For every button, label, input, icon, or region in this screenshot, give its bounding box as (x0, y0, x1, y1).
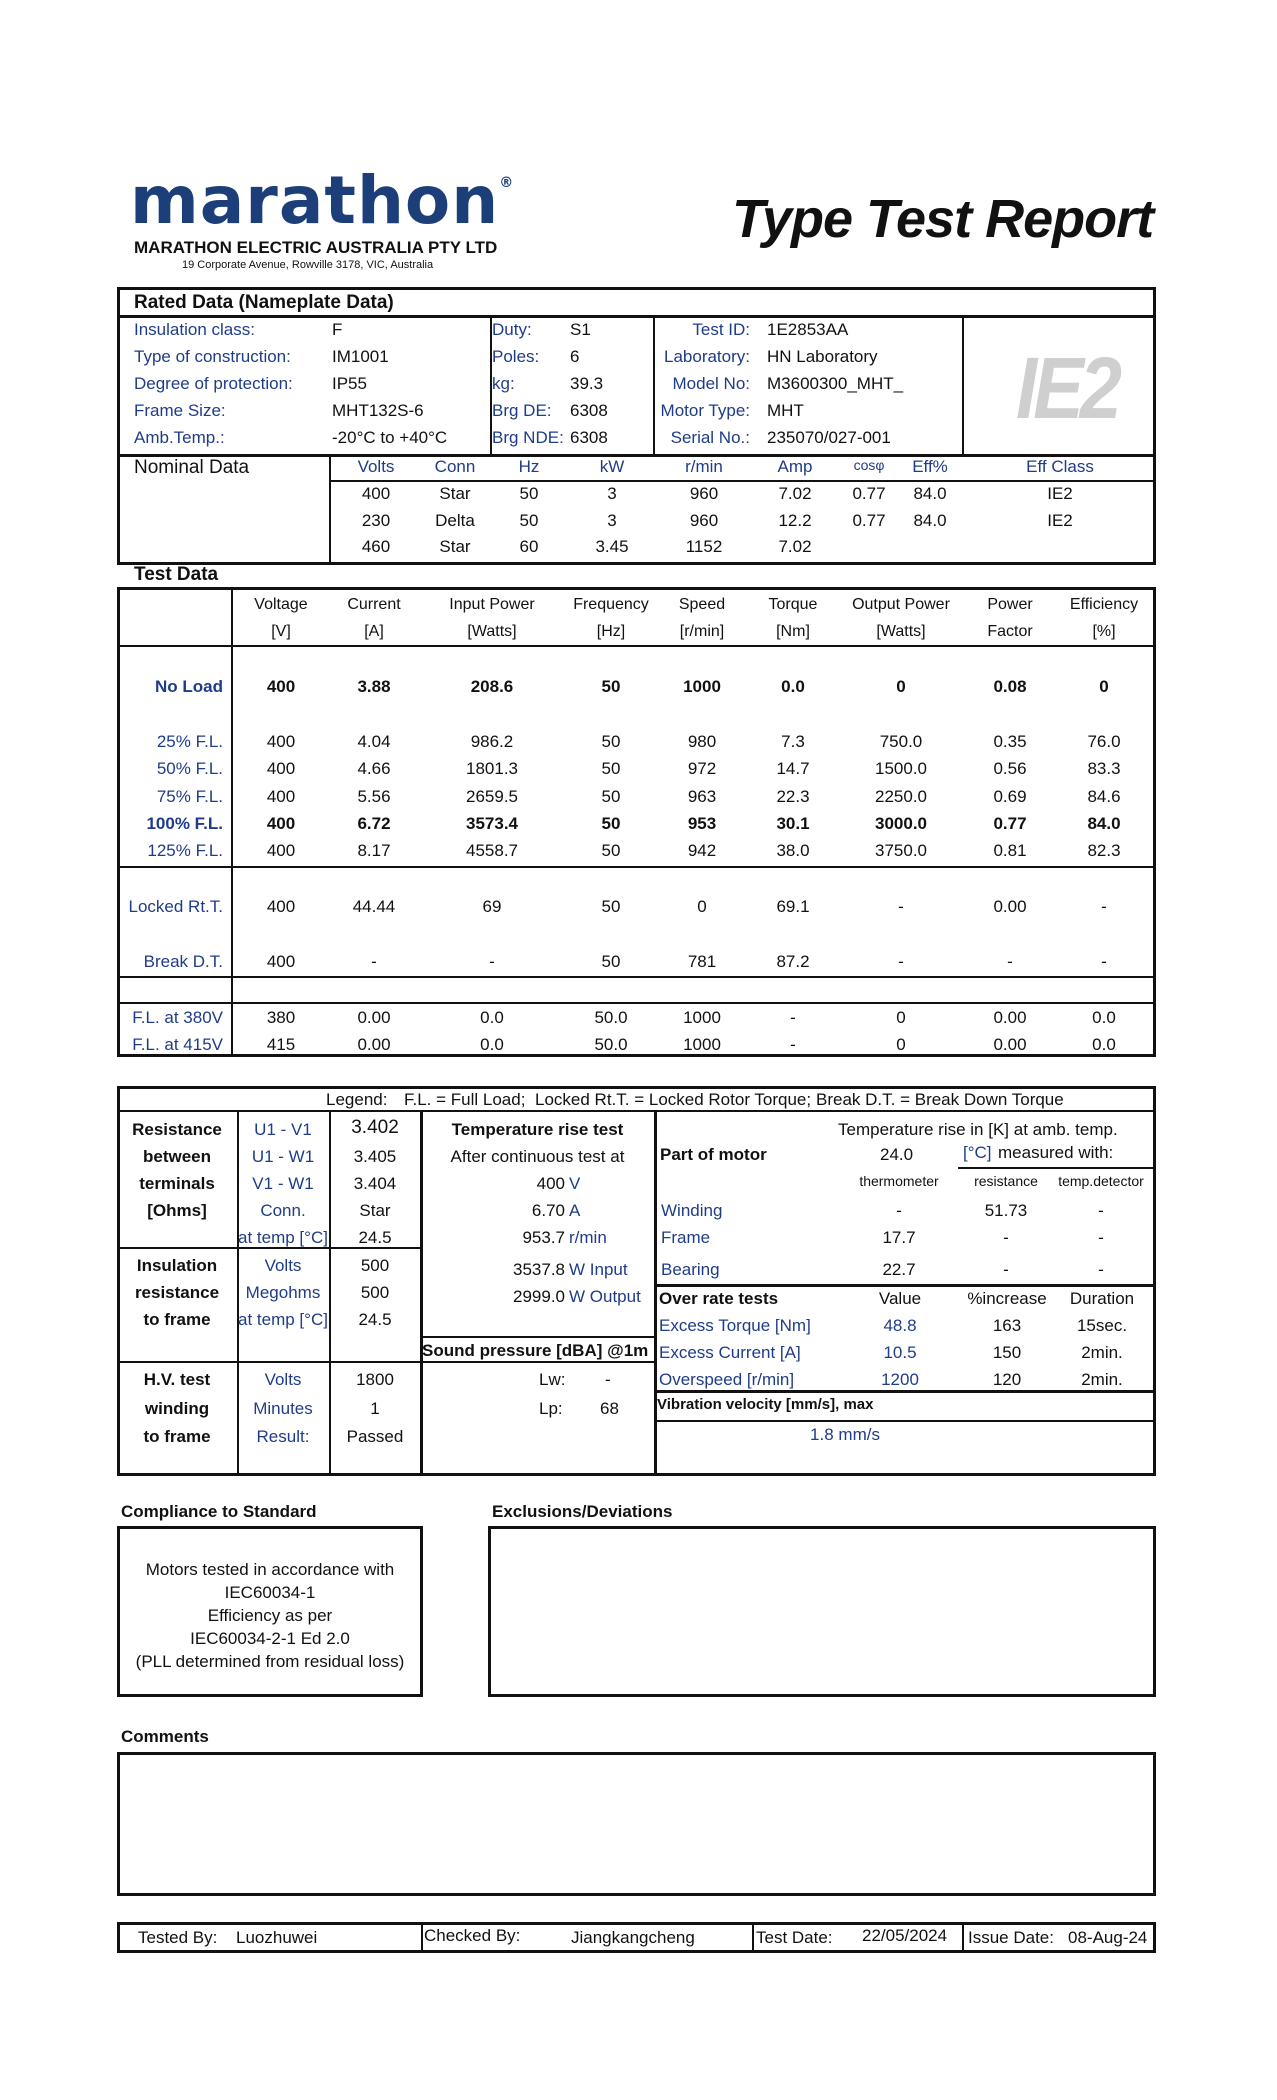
test-cell: 942 (687, 841, 717, 860)
test-cell: 781 (687, 952, 717, 971)
test-unit: [Watts] (876, 623, 926, 640)
test-cell: - (1101, 952, 1107, 971)
compliance-title: Compliance to Standard (121, 1502, 317, 1521)
resistance-title: terminals (139, 1174, 215, 1193)
test-cell: 83.3 (1087, 759, 1121, 778)
nominal-cell: Star (439, 537, 471, 556)
rated-value: F (332, 320, 343, 339)
test-row-label: 125% F.L. (147, 841, 223, 860)
tested-by-value: Luozhuwei (236, 1928, 318, 1947)
parts-label: Part of motor (660, 1145, 767, 1164)
overrate-name: Excess Current [A] (659, 1343, 801, 1362)
tested-by-label: Tested By: (138, 1928, 218, 1947)
test-cell: 50 (601, 787, 621, 806)
test-cell: 3573.4 (466, 814, 518, 833)
nominal-cell: Delta (435, 511, 475, 530)
test-cell: 400 (266, 897, 296, 916)
hv-title: to frame (143, 1427, 211, 1446)
test-cell: 0 (896, 1035, 906, 1054)
resistance-value: 24.5 (358, 1228, 392, 1247)
test-header: Efficiency (1069, 596, 1139, 613)
parts-cell: 22.7 (882, 1260, 916, 1279)
insulation-label: Volts (264, 1256, 302, 1275)
rated-label: Degree of protection: (134, 374, 293, 393)
hv-label: Minutes (253, 1399, 313, 1418)
legend-locked-rotor: Locked Rt.T. = Locked Rotor Torque; (535, 1090, 812, 1109)
insulation-value: 500 (360, 1256, 390, 1275)
comments-title: Comments (121, 1727, 209, 1746)
test-cell: - (1101, 897, 1107, 916)
test-cell: 400 (266, 787, 296, 806)
nominal-cell: Star (439, 484, 471, 503)
parts-name: Frame (661, 1228, 711, 1247)
nominal-cell: 7.02 (778, 484, 812, 503)
parts-cell: - (1003, 1260, 1009, 1279)
overrate-cell: 2min. (1081, 1370, 1123, 1389)
rated-label: Insulation class: (134, 320, 255, 339)
test-unit: [A] (364, 623, 384, 640)
test-cell: 208.6 (470, 677, 514, 696)
nominal-cell: 1152 (685, 537, 723, 556)
test-cell: 400 (266, 814, 296, 833)
test-cell: 3000.0 (875, 814, 927, 833)
ie2-badge: IE2 (1016, 339, 1119, 438)
test-cell: - (489, 952, 495, 971)
test-cell: 953 (687, 814, 717, 833)
test-cell: 5.56 (357, 787, 391, 806)
test-cell: 50 (601, 732, 621, 751)
test-date-label: Test Date: (756, 1928, 833, 1947)
test-cell: 0.35 (993, 732, 1027, 751)
nominal-cell: 3 (607, 511, 617, 530)
rated-value: 235070/027-001 (767, 428, 891, 447)
parts-name: Bearing (661, 1260, 720, 1279)
hv-value: Passed (346, 1427, 404, 1446)
company-logo: marathon® (130, 162, 515, 239)
rated-value: MHT132S-6 (332, 401, 424, 420)
overrate-cell: 1200 (881, 1370, 919, 1389)
rated-value: 6308 (570, 401, 608, 420)
test-cell: 50 (601, 841, 621, 860)
test-cell: 0.81 (993, 841, 1027, 860)
test-cell: 1000 (683, 1035, 721, 1054)
test-cell: 400 (266, 677, 296, 696)
test-cell: 44.44 (352, 897, 396, 916)
parts-name: Winding (661, 1201, 723, 1220)
test-cell: 0.00 (357, 1008, 391, 1027)
overrate-header: Duration (1069, 1289, 1135, 1308)
test-cell: 0.0 (480, 1008, 504, 1027)
overrate-cell: 120 (992, 1370, 1022, 1389)
checked-by-label: Checked By: (424, 1926, 521, 1945)
rated-label: Type of construction: (134, 347, 291, 366)
sound-title: Sound pressure [dBA] @1m (422, 1341, 649, 1360)
hv-value: 1 (370, 1399, 380, 1418)
test-cell: - (1007, 952, 1013, 971)
resistance-title: [Ohms] (147, 1201, 207, 1220)
test-cell: 400 (266, 759, 296, 778)
nominal-cell: 460 (361, 537, 391, 556)
resistance-title: between (142, 1147, 212, 1166)
resistance-title: Resistance (132, 1120, 222, 1139)
nominal-cell: 84.0 (913, 484, 947, 503)
test-cell: 6.72 (357, 814, 391, 833)
nominal-header: Conn (434, 457, 476, 476)
test-row-label: Locked Rt.T. (128, 897, 223, 916)
test-unit: [Hz] (596, 623, 626, 640)
test-cell: 972 (687, 759, 717, 778)
temp-rise-unit: V (569, 1174, 581, 1193)
nominal-cell: 50 (519, 511, 539, 530)
nominal-cell: 0.77 (852, 484, 886, 503)
test-header: Torque (768, 596, 818, 613)
overrate-cell: 150 (992, 1343, 1022, 1362)
parts-cell: - (1098, 1228, 1104, 1247)
test-cell: 87.2 (776, 952, 810, 971)
test-cell: 30.1 (776, 814, 810, 833)
temp-rise-title: Temperature rise test (451, 1120, 624, 1139)
rated-data-title: Rated Data (Nameplate Data) (134, 292, 394, 313)
rated-label: Amb.Temp.: (134, 428, 225, 447)
test-row-label: 25% F.L. (156, 732, 223, 751)
temp-rise-unit: W Input (569, 1260, 628, 1279)
nominal-cell: 0.77 (852, 511, 886, 530)
test-cell: 3.88 (357, 677, 391, 696)
test-unit: [Nm] (776, 623, 810, 640)
parts-cell: - (1098, 1260, 1104, 1279)
test-cell: 50 (601, 952, 621, 971)
insulation-title: to frame (143, 1310, 211, 1329)
nominal-header: Eff% (912, 457, 948, 476)
overrate-title: Over rate tests (659, 1289, 779, 1308)
nominal-header: Amp (777, 457, 813, 476)
test-cell: 2659.5 (466, 787, 518, 806)
test-row-label: 100% F.L. (146, 814, 223, 833)
rated-label: kg: (492, 374, 515, 393)
rated-value: M3600300_MHT_ (767, 374, 904, 393)
nominal-header: kW (599, 457, 625, 476)
sound-lw-value: - (605, 1370, 611, 1389)
test-row-label: No Load (155, 677, 223, 696)
test-cell: 0.00 (357, 1035, 391, 1054)
nominal-cell: IE2 (1047, 511, 1073, 530)
test-cell: 3750.0 (875, 841, 927, 860)
rated-label: Brg NDE: (492, 428, 564, 447)
rated-value: 6 (570, 347, 580, 366)
comments-box[interactable] (117, 1752, 1156, 1896)
overrate-name: Excess Torque [Nm] (659, 1316, 811, 1335)
temp-rise-unit: A (569, 1201, 581, 1220)
test-unit: [%] (1092, 623, 1116, 640)
insulation-title: Insulation (136, 1256, 218, 1275)
test-unit: Factor (987, 623, 1033, 640)
nominal-cell: 84.0 (913, 511, 947, 530)
nominal-cell: 60 (519, 537, 539, 556)
compliance-text: Motors tested in accordance with IEC60034-1 Efficiency as per IEC60034-2-1 Ed 2.0 (PLL determined from residual loss) (135, 1560, 405, 1671)
nominal-cell: 960 (689, 511, 719, 530)
issue-date-value: 08-Aug-24 (1068, 1928, 1148, 1947)
rated-value: MHT (767, 401, 804, 420)
rated-label: Motor Type: (660, 401, 750, 420)
test-cell: 986.2 (470, 732, 514, 751)
resistance-label: U1 - W1 (251, 1147, 315, 1166)
rated-value: HN Laboratory (767, 347, 878, 366)
test-cell: 0.0 (781, 677, 805, 696)
resistance-value: 3.405 (353, 1147, 397, 1166)
rated-label: Frame Size: (134, 401, 226, 420)
test-cell: 0.00 (993, 1008, 1027, 1027)
test-cell: 69 (482, 897, 502, 916)
test-cell: 2250.0 (875, 787, 927, 806)
test-cell: 750.0 (879, 732, 923, 751)
test-cell: 400 (266, 732, 296, 751)
test-cell: 38.0 (776, 841, 810, 860)
nominal-cell: 3 (607, 484, 617, 503)
test-cell: - (790, 1008, 796, 1027)
hv-label: Volts (264, 1370, 302, 1389)
rated-value: 6308 (570, 428, 608, 447)
temp-rise-value: 6.70 (531, 1201, 565, 1220)
test-cell: 7.3 (781, 732, 805, 751)
nominal-cell: 12.2 (778, 511, 812, 530)
test-cell: 22.3 (776, 787, 810, 806)
vibration-value: 1.8 mm/s (810, 1425, 880, 1444)
issue-date-label: Issue Date: (968, 1928, 1054, 1947)
parts-amb-unit: [°C] (963, 1143, 992, 1162)
nominal-header: Eff Class (1026, 457, 1094, 476)
rated-label: Duty: (492, 320, 532, 339)
rated-label: Poles: (492, 347, 540, 366)
nominal-header: Volts (357, 457, 395, 476)
parts-measured: measured with: (998, 1143, 1114, 1162)
test-cell: 1801.3 (466, 759, 518, 778)
resistance-value: 3.404 (353, 1174, 397, 1193)
resistance-label: V1 - W1 (252, 1174, 314, 1193)
resistance-label: U1 - V1 (254, 1120, 312, 1139)
parts-method: temp.detector (1058, 1173, 1144, 1189)
resistance-label: Conn. (260, 1201, 306, 1220)
test-unit: [V] (271, 623, 291, 640)
test-cell: 0.00 (993, 897, 1027, 916)
test-cell: 50 (601, 897, 621, 916)
overrate-cell: 10.5 (883, 1343, 917, 1362)
temp-rise-unit: W Output (569, 1287, 641, 1306)
test-cell: 980 (687, 732, 717, 751)
test-cell: 0.0 (480, 1035, 504, 1054)
test-cell: 0 (697, 897, 707, 916)
test-cell: - (898, 897, 904, 916)
test-cell: 0.56 (993, 759, 1027, 778)
test-date-value: 22/05/2024 (862, 1926, 948, 1945)
resistance-label: at temp [°C] (238, 1228, 328, 1247)
test-cell: - (898, 952, 904, 971)
test-row-label: 50% F.L. (156, 759, 223, 778)
overrate-header: Value (878, 1289, 922, 1308)
temp-rise-value: 400 (536, 1174, 565, 1193)
parts-cell: - (1003, 1228, 1009, 1247)
test-cell: 50 (601, 677, 621, 696)
test-cell: 84.6 (1087, 787, 1121, 806)
nominal-header: cosφ (853, 457, 885, 473)
test-row-label: Break D.T. (143, 952, 223, 971)
test-cell: 400 (266, 952, 296, 971)
test-cell: - (790, 1035, 796, 1054)
test-unit: [Watts] (467, 623, 517, 640)
resistance-value: 3.402 (351, 1117, 399, 1138)
test-cell: 0.08 (993, 677, 1027, 696)
resistance-value: Star (359, 1201, 391, 1220)
test-header: Current (347, 596, 401, 613)
exclusions-title: Exclusions/Deviations (492, 1502, 673, 1521)
parts-amb: 24.0 (880, 1145, 914, 1164)
test-header: Speed (678, 596, 726, 613)
insulation-title: resistance (134, 1283, 220, 1302)
test-cell: 8.17 (357, 841, 391, 860)
legend-full-load: F.L. = Full Load; (404, 1090, 526, 1109)
test-cell: 4.04 (357, 732, 391, 751)
test-cell: 0 (1099, 677, 1109, 696)
nominal-cell: 3.45 (595, 537, 629, 556)
test-cell: 1000 (683, 677, 721, 696)
nominal-cell: 960 (689, 484, 719, 503)
test-unit: [r/min] (679, 623, 725, 640)
legend-label: Legend: (326, 1090, 388, 1109)
hv-title: H.V. test (143, 1370, 211, 1389)
nominal-data-title: Nominal Data (134, 457, 250, 478)
test-cell: 963 (687, 787, 717, 806)
test-header: Voltage (254, 596, 308, 613)
test-cell: 400 (266, 841, 296, 860)
nominal-cell: IE2 (1047, 484, 1073, 503)
parts-cell: - (1098, 1201, 1104, 1220)
rated-value: IM1001 (332, 347, 389, 366)
test-cell: 76.0 (1087, 732, 1121, 751)
rated-value: 39.3 (570, 374, 604, 393)
hv-value: 1800 (356, 1370, 394, 1389)
rated-value: S1 (570, 320, 591, 339)
nominal-cell: 230 (361, 511, 391, 530)
overrate-name: Overspeed [r/min] (659, 1370, 795, 1389)
temp-rise-unit: r/min (569, 1228, 607, 1247)
test-cell: 380 (266, 1008, 296, 1027)
test-cell: 50.0 (594, 1008, 628, 1027)
test-row-label: F.L. at 415V (132, 1035, 223, 1054)
sound-lp-value: 68 (600, 1399, 619, 1418)
rated-value: 1E2853AA (767, 320, 849, 339)
test-cell: 1500.0 (875, 759, 927, 778)
test-row-label: F.L. at 380V (132, 1008, 223, 1027)
test-cell: 84.0 (1087, 814, 1121, 833)
temp-rise-value: 3537.8 (513, 1260, 565, 1279)
test-cell: 0.77 (993, 814, 1027, 833)
checked-by-value: Jiangkangcheng (571, 1928, 695, 1947)
insulation-label: at temp [°C] (238, 1310, 328, 1329)
sound-lw-label: Lw: (539, 1370, 566, 1389)
company-name: MARATHON ELECTRIC AUSTRALIA PTY LTD (134, 238, 498, 257)
rated-label: Laboratory: (664, 347, 750, 366)
test-header: Input Power (449, 596, 535, 613)
insulation-value: 500 (360, 1283, 390, 1302)
rated-value: IP55 (332, 374, 367, 393)
test-cell: - (371, 952, 377, 971)
test-cell: 0 (896, 1008, 906, 1027)
nominal-header: r/min (685, 457, 723, 476)
legend-break-down: Break D.T. = Break Down Torque (816, 1090, 1064, 1109)
parts-cell: 51.73 (984, 1201, 1028, 1220)
insulation-label: Megohms (245, 1283, 321, 1302)
page-title: Type Test Report (732, 189, 1154, 249)
test-cell: 4.66 (357, 759, 391, 778)
test-cell: 415 (266, 1035, 296, 1054)
test-data-title: Test Data (134, 564, 219, 585)
test-row-label: 75% F.L. (156, 787, 223, 806)
test-cell: 0.69 (993, 787, 1027, 806)
rated-label: Brg DE: (492, 401, 552, 420)
test-cell: 0.0 (1092, 1008, 1116, 1027)
sound-lp-label: Lp: (539, 1399, 563, 1418)
temp-rise-after: After continuous test at (450, 1147, 625, 1166)
parts-heading: Temperature rise in [K] at amb. temp. (838, 1120, 1118, 1139)
rated-label: Model No: (672, 374, 750, 393)
vibration-title: Vibration velocity [mm/s], max (657, 1396, 874, 1413)
overrate-cell: 15sec. (1076, 1316, 1128, 1335)
rated-value: -20°C to +40°C (332, 428, 448, 447)
test-cell: 50 (601, 759, 621, 778)
parts-method: resistance (974, 1173, 1038, 1189)
parts-cell: - (896, 1201, 902, 1220)
nominal-header: Hz (518, 457, 540, 476)
test-cell: 1000 (683, 1008, 721, 1027)
nominal-cell: 50 (519, 484, 539, 503)
test-cell: 50 (601, 814, 621, 833)
rated-label: Serial No.: (670, 428, 750, 447)
hv-title: winding (144, 1399, 210, 1418)
hv-label: Result: (256, 1427, 310, 1446)
test-header: Output Power (852, 596, 950, 613)
test-cell: 0.00 (993, 1035, 1027, 1054)
test-header: Power (987, 596, 1033, 613)
temp-rise-value: 953.7 (522, 1228, 565, 1247)
test-cell: 4558.7 (466, 841, 518, 860)
parts-cell: 17.7 (882, 1228, 916, 1247)
overrate-cell: 163 (992, 1316, 1022, 1335)
nominal-cell: 400 (361, 484, 391, 503)
insulation-value: 24.5 (358, 1310, 392, 1329)
test-cell: 69.1 (776, 897, 810, 916)
overrate-cell: 48.8 (883, 1316, 917, 1335)
parts-method: thermometer (859, 1173, 939, 1189)
test-cell: 82.3 (1087, 841, 1121, 860)
company-address: 19 Corporate Avenue, Rowville 3178, VIC, Australia (182, 259, 434, 271)
test-header: Frequency (573, 596, 649, 613)
nominal-cell: 7.02 (778, 537, 812, 556)
temp-rise-value: 2999.0 (513, 1287, 565, 1306)
test-cell: 50.0 (594, 1035, 628, 1054)
test-cell: 0.0 (1092, 1035, 1116, 1054)
test-cell: 0 (896, 677, 906, 696)
overrate-header: %increase (967, 1289, 1047, 1308)
test-cell: 14.7 (776, 759, 810, 778)
exclusions-box[interactable] (488, 1526, 1156, 1697)
overrate-cell: 2min. (1081, 1343, 1123, 1362)
rated-label: Test ID: (692, 320, 750, 339)
